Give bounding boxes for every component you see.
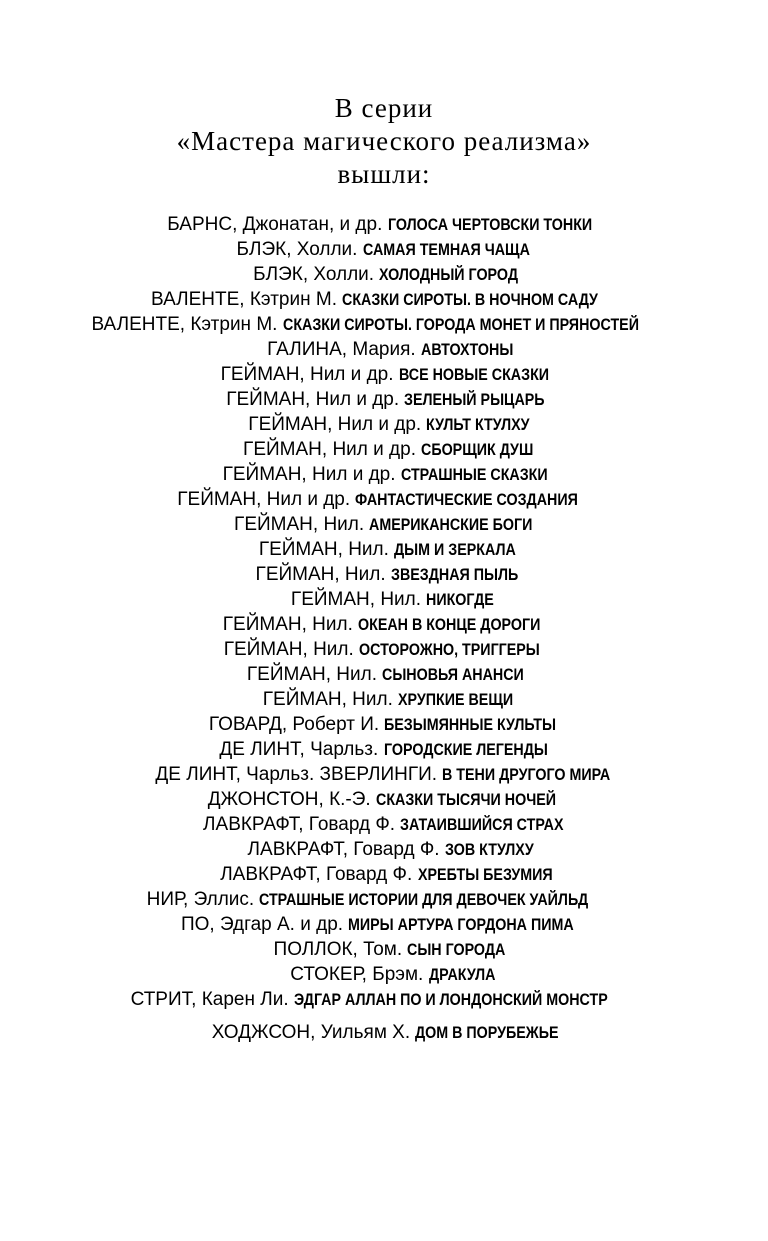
book-author: ГЕЙМАН, Нил. (255, 564, 386, 585)
book-author: ПОЛЛОК, Том. (273, 939, 403, 960)
book-author: БАРНС, Джонатан, и др. (167, 214, 383, 235)
book-title: ЗОВ КТУЛХУ (444, 840, 534, 859)
book-entry (0, 737, 768, 762)
book-title: АВТОХТОНЫ (420, 340, 514, 359)
book-title: СЫНОВЬЯ АНАНСИ (382, 665, 525, 684)
book-author: ГАЛИНА, Мария. (267, 339, 416, 360)
book-title: СКАЗКИ СИРОТЫ. В НОЧНОМ САДУ (342, 290, 599, 309)
book-entry (0, 512, 768, 537)
book-author: ДЕ ЛИНТ, Чарльз. (219, 739, 379, 760)
book-title: СКАЗКИ СИРОТЫ. ГОРОДА МОНЕТ И ПРЯНОСТЕЙ (282, 315, 639, 334)
book-entry (0, 687, 768, 712)
book-title: СКАЗКИ ТЫСЯЧИ НОЧЕЙ (375, 790, 557, 809)
book-entry (0, 462, 768, 487)
book-entry (0, 837, 768, 862)
book-author: ПО, Эдгар А. и др. (180, 914, 344, 935)
book-title: КУЛЬТ КТУЛХУ (426, 415, 530, 434)
book-entry (0, 662, 768, 687)
book-entry (0, 937, 768, 962)
book-entry (0, 412, 768, 437)
book-entry (0, 287, 768, 312)
book-author: ДЕ ЛИНТ, Чарльз. ЗВЕРЛИНГИ. (155, 764, 438, 785)
book-entry (0, 812, 768, 837)
book-entry (0, 1020, 768, 1045)
book-entry (0, 612, 768, 637)
book-title: ФАНТАСТИЧЕСКИЕ СОЗДАНИЯ (355, 490, 579, 509)
heading-line-3: вышли: (337, 159, 431, 189)
book-author: ХОДЖСОН, Уильям Х. (211, 1022, 411, 1043)
book-entry (0, 387, 768, 412)
book-entry (0, 537, 768, 562)
book-title: ДЫМ И ЗЕРКАЛА (394, 540, 516, 559)
book-entry (0, 312, 768, 337)
book-entry (0, 587, 768, 612)
book-entry (0, 337, 768, 362)
book-title: СТРАШНЫЕ СКАЗКИ (400, 465, 548, 484)
book-title: САМАЯ ТЕМНАЯ ЧАЩА (362, 240, 530, 259)
book-author: ГЕЙМАН, Нил. (223, 639, 354, 660)
book-entry (0, 962, 768, 987)
book-author: БЛЭК, Холли. (236, 239, 358, 260)
book-author: ГОВАРД, Роберт И. (208, 714, 380, 735)
book-author: ГЕЙМАН, Нил и др. (243, 439, 416, 460)
book-entry (0, 712, 768, 737)
book-title: БЕЗЫМЯННЫЕ КУЛЬТЫ (384, 715, 557, 734)
book-entry (0, 362, 768, 387)
book-entry (0, 987, 768, 1012)
book-title: СТРАШНЫЕ ИСТОРИИ ДЛЯ ДЕВОЧЕК УАЙЛЬД (259, 890, 589, 909)
book-title: ХРУПКИЕ ВЕЩИ (398, 690, 514, 709)
book-author: ГЕЙМАН, Нил. (258, 539, 389, 560)
book-author: ГЕЙМАН, Нил и др. (222, 464, 396, 485)
book-entry (0, 562, 768, 587)
book-list (0, 212, 768, 1045)
book-title: ЗАТАИВШИЙСЯ СТРАХ (400, 815, 564, 834)
book-author: ЛАВКРАФТ, Говард Ф. (220, 864, 413, 885)
book-entry (0, 637, 768, 662)
book-title: НИКОГДЕ (426, 590, 495, 609)
book-title: ОКЕАН В КОНЦЕ ДОРОГИ (358, 615, 541, 634)
heading-line-1: В серии (334, 93, 434, 123)
book-author: ДЖОНСТОН, К.-Э. (207, 789, 371, 810)
book-author: ГЕЙМАН, Нил. (262, 689, 393, 710)
book-title: ГОРОДСКИЕ ЛЕГЕНДЫ (383, 740, 548, 759)
book-author: СТОКЕР, Брэм. (290, 964, 424, 985)
book-author: ГЕЙМАН, Нил. (222, 614, 353, 635)
book-entry (0, 487, 768, 512)
book-author: БЛЭК, Холли. (253, 264, 375, 285)
book-title: АМЕРИКАНСКИЕ БОГИ (369, 515, 533, 534)
book-entry (0, 212, 768, 237)
series-heading (0, 92, 768, 191)
book-author: ГЕЙМАН, Нил. (246, 664, 377, 685)
book-title: ВСЕ НОВЫЕ СКАЗКИ (398, 365, 549, 384)
book-author: ГЕЙМАН, Нил и др. (226, 389, 400, 410)
book-author: СТРИТ, Карен Ли. (130, 989, 289, 1010)
book-title: ГОЛОСА ЧЕРТОВСКИ ТОНКИ (387, 215, 592, 234)
book-entry (0, 262, 768, 287)
book-entry (0, 437, 768, 462)
book-author: ГЕЙМАН, Нил и др. (220, 364, 394, 385)
book-entry (0, 912, 768, 937)
book-title: ДРАКУЛА (428, 965, 496, 984)
book-title: МИРЫ АРТУРА ГОРДОНА ПИМА (348, 915, 575, 934)
book-title: В ТЕНИ ДРУГОГО МИРА (442, 765, 611, 784)
book-entry (0, 862, 768, 887)
book-title: СЫН ГОРОДА (407, 940, 506, 959)
book-title: ХОЛОДНЫЙ ГОРОД (379, 265, 519, 284)
heading-line-2: «Мастера магического реализма» (176, 126, 592, 156)
book-author: ВАЛЕНТЕ, Кэтрин М. (151, 289, 337, 310)
book-title: ЗВЕЗДНАЯ ПЫЛЬ (390, 565, 519, 584)
book-title: СБОРЩИК ДУШ (421, 440, 534, 459)
book-entry (0, 887, 768, 912)
book-title: ЭДГАР АЛЛАН ПО И ЛОНДОНСКИЙ МОНСТР (293, 990, 608, 1009)
book-entry (0, 787, 768, 812)
book-title: ХРЕБТЫ БЕЗУМИЯ (417, 865, 553, 884)
book-title: ЗЕЛЕНЫЙ РЫЦАРЬ (404, 390, 546, 409)
book-title: ДОМ В ПОРУБЕЖЬЕ (415, 1023, 559, 1042)
book-author: ГЕЙМАН, Нил и др. (248, 414, 422, 435)
book-title: ОСТОРОЖНО, ТРИГГЕРЫ (359, 640, 540, 659)
book-author: ЛАВКРАФТ, Говард Ф. (247, 839, 440, 860)
book-entry (0, 237, 768, 262)
book-author: ВАЛЕНТЕ, Кэтрин М. (91, 314, 278, 335)
book-entry (0, 762, 768, 787)
book-author: ГЕЙМАН, Нил. (234, 514, 365, 535)
book-author: ГЕЙМАН, Нил. (290, 589, 422, 610)
book-author: ЛАВКРАФТ, Говард Ф. (203, 814, 396, 835)
book-author: ГЕЙМАН, Нил и др. (177, 489, 351, 510)
book-author: НИР, Эллис. (146, 889, 255, 910)
